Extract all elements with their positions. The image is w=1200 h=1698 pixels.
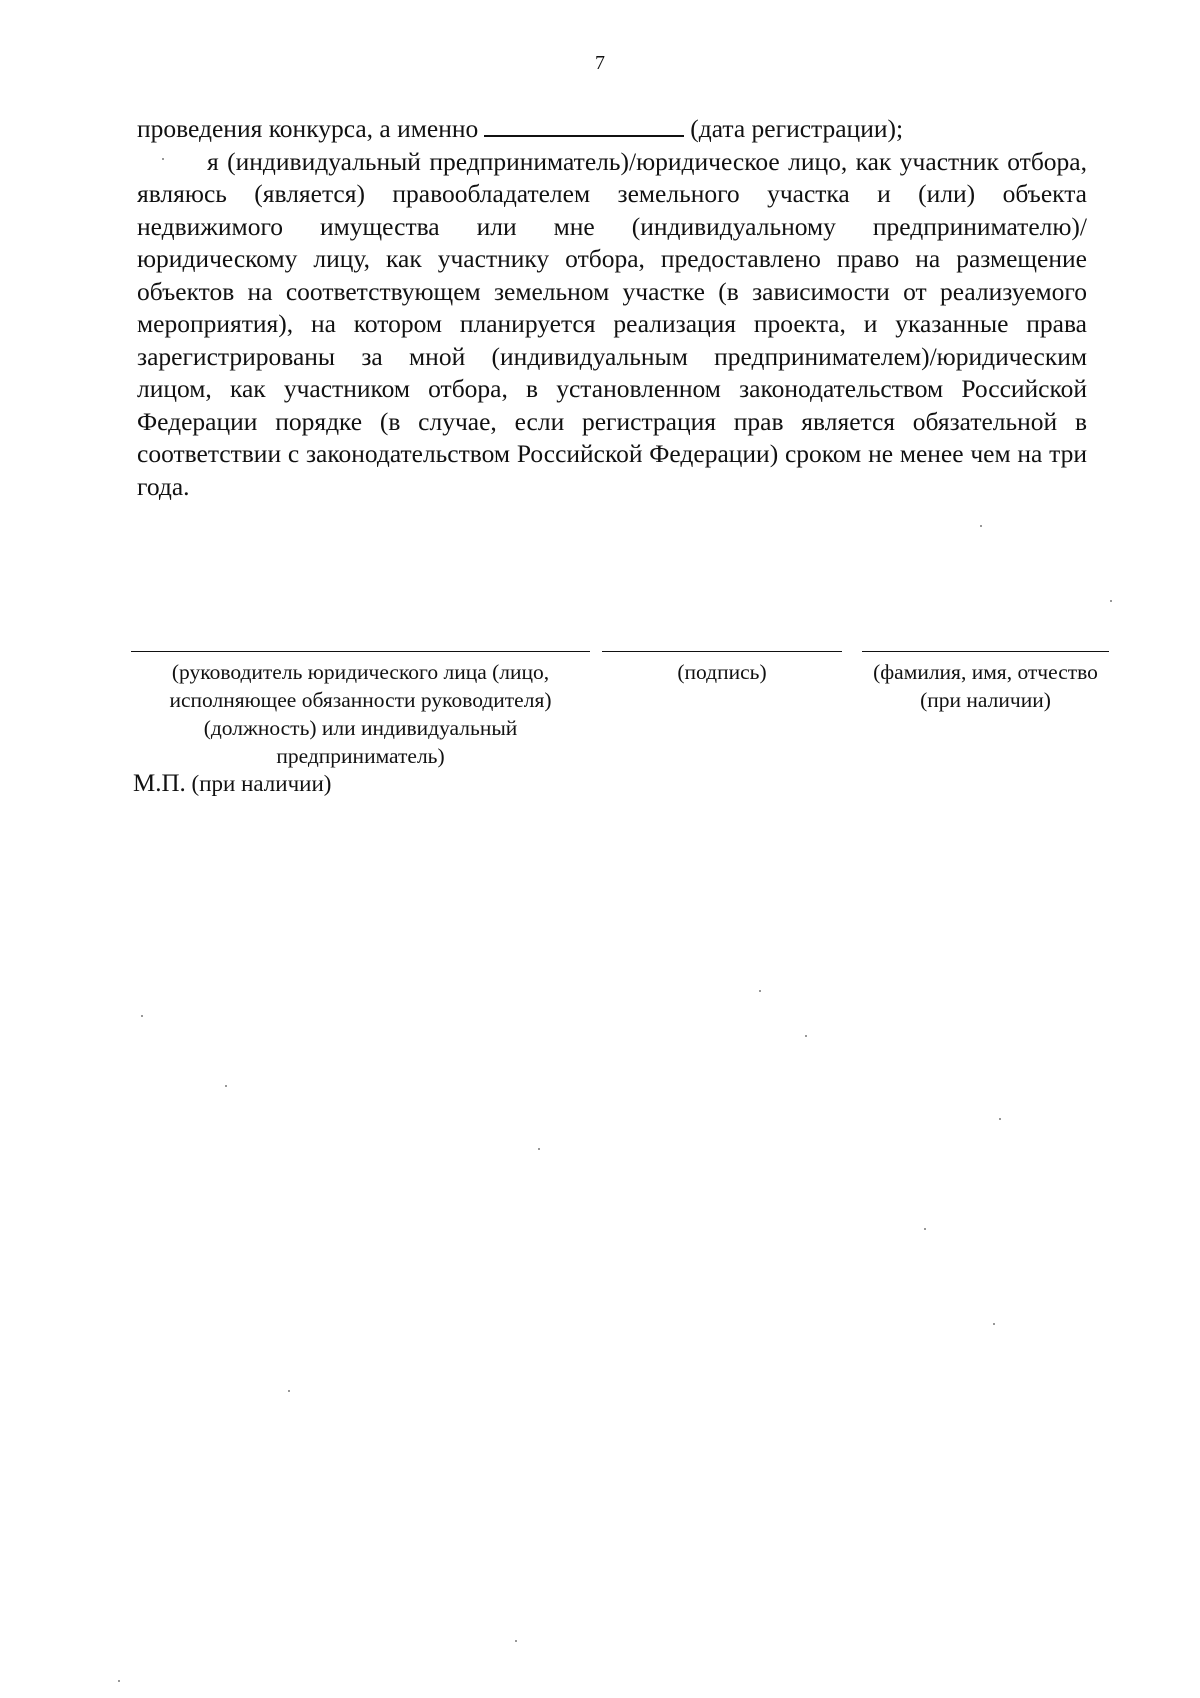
scan-speck [1110, 600, 1112, 602]
scan-speck [980, 525, 982, 527]
signature-caption-line: (подпись) [677, 660, 767, 684]
scan-speck [225, 1085, 227, 1087]
scan-speck [162, 158, 164, 160]
registration-date-blank[interactable] [484, 113, 684, 137]
position-caption-line: предприниматель) [276, 744, 445, 768]
position-caption-line: (руководитель юридического лица (лицо, [171, 660, 550, 684]
paragraph-rights-statement: я (индивидуальный предприниматель)/юридическое лицо, как участник отбора, являюсь (является) правообладателем земельного участка и (или) объекта недвижимого имущества или мне (индивидуальному предпринимателю)/юридическому лицу, как участнику отбора, предоставлено право на размещение объектов на соответствующем земельном участке (в зависимости от реализуемого мероприятия), на котором планируется реализация проекта, и указанные права зарегистрированы за мной (индивидуальным предпринимателем)/юридическим лицом, как участником отбора, в установленном законодательством Российской Федерации порядке (в случае, если регистрация прав является обязательной в соответствии с законодательством Российской Федерации) сроком не менее чем на три года. [137, 146, 1087, 501]
position-caption-line: (должность) или индивидуальный [203, 716, 518, 740]
name-caption-line: (фамилия, имя, отчество [873, 660, 1098, 684]
stamp-note: (при наличии) [191, 771, 332, 796]
stamp-label [133, 770, 331, 798]
document-body [137, 113, 1087, 503]
scan-speck [118, 1680, 120, 1682]
name-signature-line[interactable] [862, 651, 1109, 652]
name-caption [852, 658, 1119, 714]
name-caption-line: (при наличии) [920, 688, 1051, 712]
scan-speck [759, 990, 761, 992]
scan-speck [538, 1148, 540, 1150]
registration-text-after: (дата регистрации); [690, 114, 904, 143]
position-caption-line: исполняющее обязанности руководителя) [169, 688, 552, 712]
page-number: 7 [595, 52, 605, 74]
position-caption [131, 658, 590, 770]
scan-speck [141, 1015, 143, 1017]
scan-speck [993, 1323, 995, 1325]
stamp-abbreviation: М.П. [133, 770, 186, 797]
scan-speck [924, 1228, 926, 1230]
scan-speck [999, 1118, 1001, 1120]
signature-line[interactable] [602, 651, 842, 652]
paragraph-registration-date [137, 113, 1087, 146]
signature-caption [602, 658, 842, 686]
scan-speck [515, 1640, 517, 1642]
position-signature-line[interactable] [131, 651, 590, 652]
scan-speck [805, 1035, 807, 1037]
scan-speck [288, 1390, 290, 1392]
registration-text-before: проведения конкурса, а именно [137, 114, 479, 143]
